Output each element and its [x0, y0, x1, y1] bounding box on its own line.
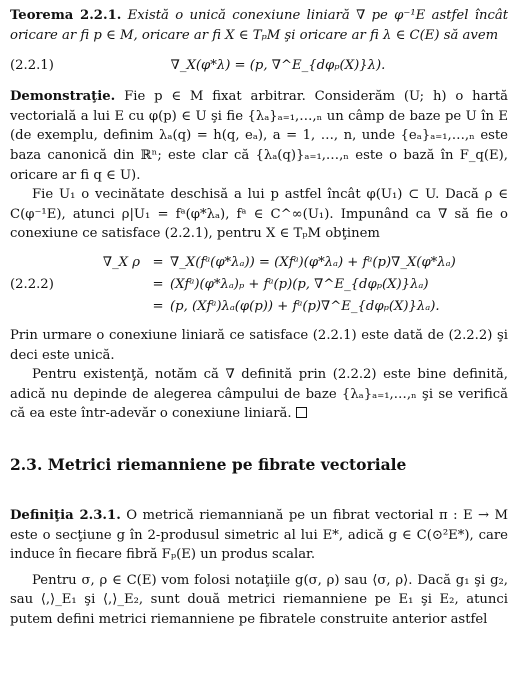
- equation-rhs-2: (Xfᵃ)(φ*λₐ)ₚ + fᵃ(p)(p, ∇^E_{dφₚ(X)}λₐ): [170, 277, 429, 293]
- final-paragraph: Pentru σ, ρ ∈ C(E) vom folosi notaţiile g(σ, ρ) sau ⟨σ, ρ⟩. Dacă g₁ şi g₂, sau ⟨,⟩_E₁ şi ⟨,⟩_E₂, sunt două metrici riemanniene pe E₁ şi E₂, atunci putem defini metrici riemanniene pe fibratele construite anterior astfel: [10, 572, 508, 627]
- theorem-label: Teorema 2.2.1.: [10, 8, 122, 23]
- theorem-statement: Există o unică conexiune liniară ∇ pe φ⁻¹E astfel încât oricare ar fi p ∈ M, oricare ar fi X ∈ TₚM şi oricare ar fi λ ∈ C(E) să avem: [10, 8, 508, 43]
- equation-number: (2.2.1): [10, 58, 54, 74]
- equation-2-2-1: [10, 51, 508, 81]
- definition-text: O metrică riemanniană pe un fibrat vectorial π : E → M este o secţiune g în 2-produsul simetric al lui E*, adică g ∈ C(⊙²E*), care induce în fiecare fibră Fₚ(E) un produs scalar.: [10, 507, 508, 563]
- equation-line-2: [80, 274, 508, 296]
- equals-sign: =: [152, 255, 164, 271]
- proof-paragraph-3: Prin urmare o conexiune liniară ce satisface (2.2.1) este dată de (2.2.2) şi deci este unică.: [10, 327, 508, 363]
- equals-sign: =: [152, 277, 164, 293]
- equation-number: (2.2.2): [10, 277, 54, 293]
- equation-2-2-2: [10, 252, 508, 318]
- equation-rhs-1: ∇_X(fᵃ(φ*λₐ)) = (Xfᵃ)(φ*λₐ) + fᵃ(p)∇_X(φ*λₐ): [170, 255, 456, 271]
- definition-label: Definiţia 2.3.1.: [10, 507, 121, 523]
- theorem-block: [10, 6, 508, 45]
- proof-paragraph-4: [10, 365, 508, 424]
- proof-text-4: Pentru existenţă, notăm că ∇ definită prin (2.2.2) este bine definită, adică nu depinde de alegerea câmpului de baze {λₐ}ₐ₌₁,…,ₙ şi se verifică că ea este într-adevăr o conexiune liniară.: [10, 367, 508, 422]
- section-heading: 2.3. Metrici riemanniene pe fibrate vectoriale: [10, 454, 407, 474]
- equation-content: ∇_X(φ*λ) = (p, ∇^E_{dφₚ(X)}λ).: [170, 58, 386, 74]
- proof-text-1: Fie p ∈ M fixat arbitrar. Considerăm (U; h) o hartă vectorială a lui E cu φ(p) ∈ U şi fie {λₐ}ₐ₌₁,…,ₙ un câmp de baze pe U în E (de exemplu, definim λₐ(q) = h(q, eₐ), a = 1, …, n, unde {eₐ}ₐ₌₁,…,ₙ este baza canonică din ℝⁿ; este clar că {λₐ(q)}ₐ₌₁,…,ₙ este o bază în F_q(E), oricare ar fi q ∈ U).: [10, 89, 508, 183]
- definition-block: [10, 506, 508, 565]
- proof-label: Demonstraţie.: [10, 89, 116, 105]
- qed-square-icon: [296, 407, 307, 418]
- equation-line-3: [80, 296, 508, 318]
- equation-rhs-3: (p, (Xfᵃ)λₐ(φ(p)) + fᵃ(p)∇^E_{dφₚ(X)}λₐ).: [170, 299, 440, 315]
- equation-line-1: [80, 252, 508, 274]
- proof-paragraph-2: Fie U₁ o vecinătate deschisă a lui p astfel încât φ(U₁) ⊂ U. Dacă ρ ∈ C(φ⁻¹E), atunci ρ|U₁ = fᵃ(φ*λₐ), fᵃ ∈ C^∞(U₁). Impunând ca ∇ să fie o conexiune ce satisface (2.2.1), pentru X ∈ TₚM obţinem: [10, 187, 508, 242]
- equation-lhs: ∇_X ρ: [102, 255, 140, 271]
- proof-paragraph-1: [10, 87, 508, 185]
- equals-sign: =: [152, 299, 164, 315]
